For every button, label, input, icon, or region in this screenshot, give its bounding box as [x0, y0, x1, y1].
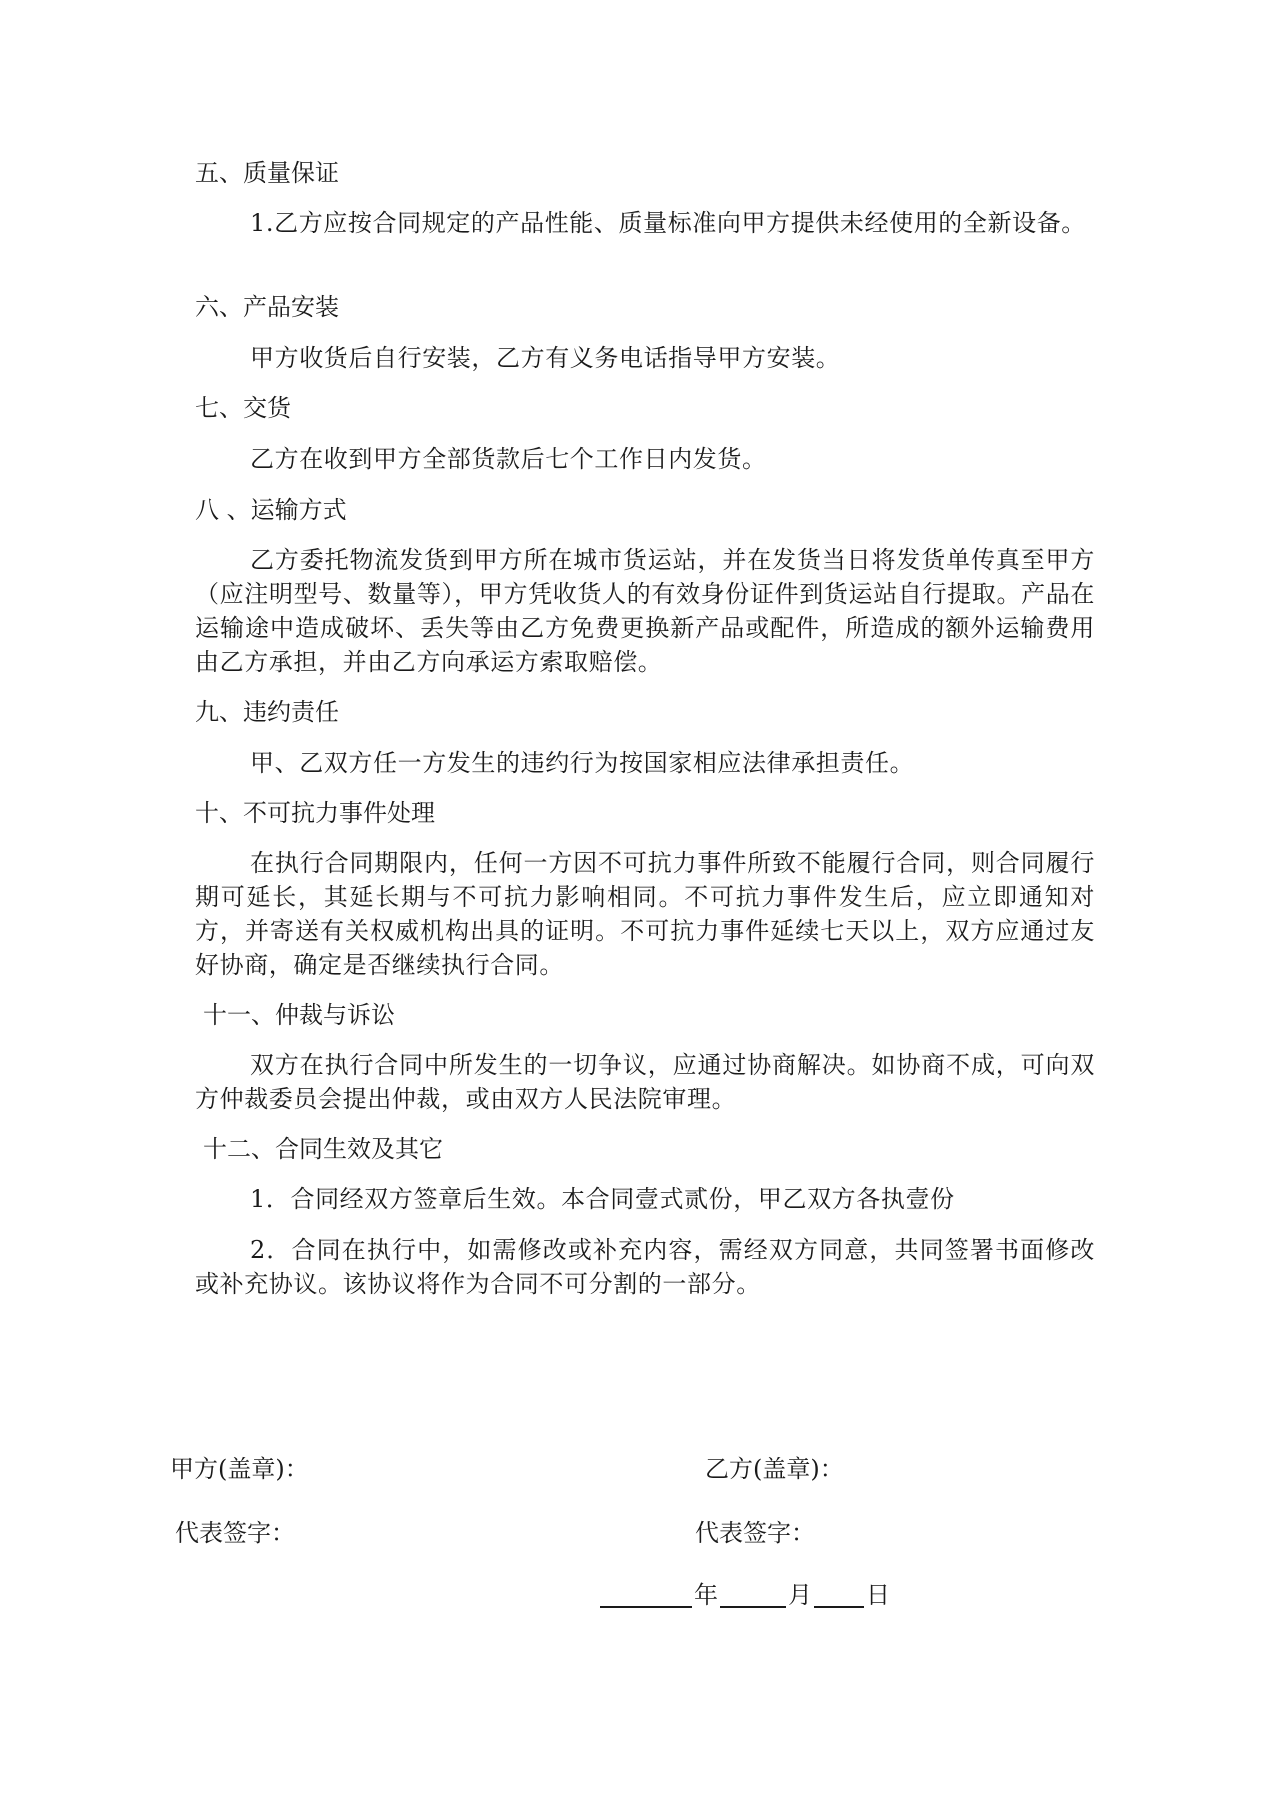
party-b-representative-label: 代表签字：: [695, 1519, 815, 1547]
party-b-seal-label: 乙方(盖章)：: [705, 1455, 844, 1483]
section-heading-delivery: 七、交货: [195, 394, 291, 422]
section-paragraph-liability: 甲、乙双方任一方发生的违约行为按国家相应法律承担责任。: [250, 749, 915, 777]
year-blank[interactable]: [600, 1580, 692, 1608]
month-blank[interactable]: [720, 1580, 786, 1608]
section-heading-force-majeure: 十、不可抗力事件处理: [195, 799, 435, 827]
party-a-seal-label: 甲方(盖章)：: [170, 1455, 309, 1483]
section-heading-installation: 六、产品安装: [195, 293, 339, 321]
signing-date: [598, 1578, 890, 1612]
section-paragraph-effectiveness-2: 2．合同在执行中，如需修改或补充内容，需经双方同意，共同签署书面修改或补充协议。该协议将作为合同不可分割的一部分。: [195, 1236, 1095, 1298]
party-a-representative-label: 代表签字：: [175, 1519, 295, 1547]
section-paragraph-quality: 1.乙方应按合同规定的产品性能、质量标准向甲方提供未经使用的全新设备。: [250, 209, 1086, 237]
section-paragraph-delivery: 乙方在收到甲方全部货款后七个工作日内发货。: [250, 445, 767, 473]
section-heading-arbitration: 十一、仲裁与诉讼: [203, 1001, 395, 1029]
section-heading-liability: 九、违约责任: [195, 698, 339, 726]
year-label: 年: [694, 1581, 718, 1609]
section-paragraph-force-majeure: 在执行合同期限内，任何一方因不可抗力事件所致不能履行合同，则合同履行期可延长，其延长期与不可抗力影响相同。不可抗力事件发生后，应立即通知对方，并寄送有关权威机构出具的证明。不可抗力事件延续七天以上，双方应通过友好协商，确定是否继续执行合同。: [195, 849, 1095, 979]
section-paragraph-transport: 乙方委托物流发货到甲方所在城市货运站，并在发货当日将发货单传真至甲方（应注明型号、数量等），甲方凭收货人的有效身份证件到货运站自行提取。产品在运输途中造成破坏、丢失等由乙方免费更换新产品或配件，所造成的额外运输费用由乙方承担，并由乙方向承运方索取赔偿。: [195, 546, 1095, 676]
day-blank[interactable]: [814, 1580, 864, 1608]
section-heading-quality: 五、质量保证: [195, 159, 339, 187]
day-label: 日: [866, 1581, 890, 1609]
section-heading-effectiveness: 十二、合同生效及其它: [203, 1135, 443, 1163]
section-paragraph-effectiveness-1: 1．合同经双方签章后生效。本合同壹式贰份，甲乙双方各执壹份: [250, 1185, 955, 1213]
section-paragraph-arbitration: 双方在执行合同中所发生的一切争议，应通过协商解决。如协商不成，可向双方仲裁委员会提出仲裁，或由双方人民法院审理。: [195, 1051, 1095, 1113]
month-label: 月: [788, 1581, 812, 1609]
section-paragraph-installation: 甲方收货后自行安装，乙方有义务电话指导甲方安装。: [250, 344, 841, 372]
section-heading-transport: 八 、运输方式: [195, 496, 347, 524]
